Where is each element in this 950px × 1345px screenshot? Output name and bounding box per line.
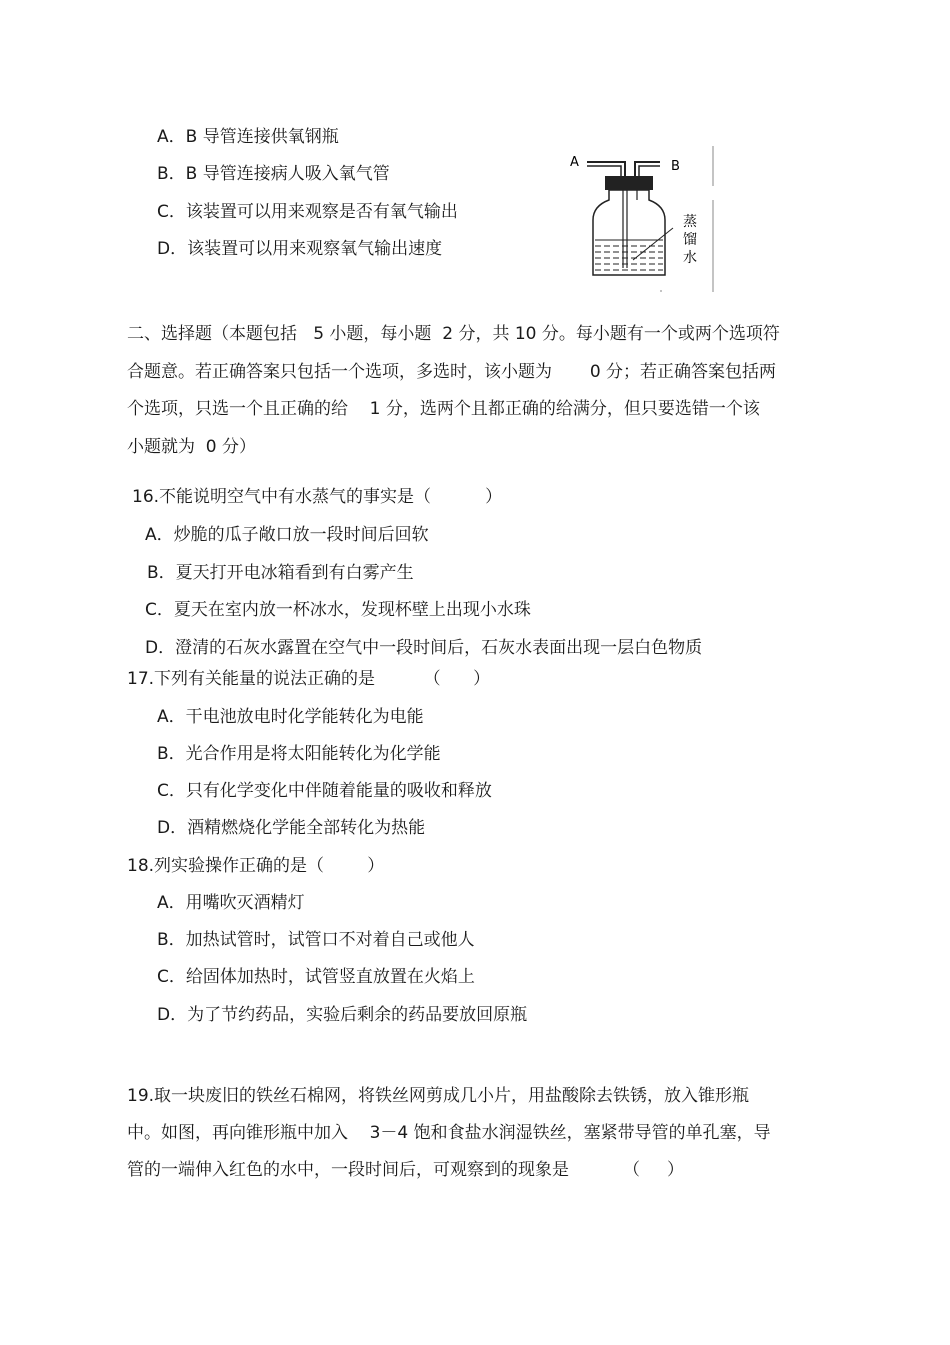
q18-option-b: B．加热试管时，试管口不对着自己或他人: [157, 930, 475, 950]
gas-bottle-diagram: [565, 140, 725, 300]
option-c: C．该装置可以用来观察是否有氧气输出: [157, 202, 458, 222]
q18-stem: 18.列实验操作正确的是（ ）: [127, 856, 385, 876]
water-label-1: 蒸: [683, 214, 697, 230]
section2-line-2: 合题意。若正确答案只包括一个选项，多选时，该小题为 0 分；若正确答案包括两: [127, 362, 777, 382]
option-a: A．B 导管连接供氧钢瓶: [157, 127, 339, 147]
q16-option-a: A．炒脆的瓜子敞口放一段时间后回软: [145, 525, 429, 545]
q17-stem: 17.下列有关能量的说法正确的是 （ ）: [127, 669, 491, 689]
q17-option-d: D．酒精燃烧化学能全部转化为热能: [157, 818, 426, 838]
option-b: B．B 导管连接病人吸入氧气管: [157, 164, 390, 184]
stopper: [605, 176, 653, 190]
q18-option-d: D．为了节约药品，实验后剩余的药品要放回原瓶: [157, 1005, 528, 1025]
section2-line-4: 小题就为 0 分）: [127, 437, 257, 457]
section2-line-3: 个选项，只选一个且正确的给 1 分，选两个且都正确的给满分，但只要选错一个该: [127, 399, 760, 419]
q18-option-a: A．用嘴吹灭酒精灯: [157, 893, 305, 913]
q17-option-a: A．干电池放电时化学能转化为电能: [157, 707, 424, 727]
water-label-3: 水: [683, 250, 697, 266]
q16-stem: 16.不能说明空气中有水蒸气的事实是（ ）: [132, 487, 503, 507]
q17-option-c: C．只有化学变化中伴随着能量的吸收和释放: [157, 781, 492, 801]
q16-option-c: C．夏天在室内放一杯冰水，发现杯壁上出现小水珠: [145, 600, 531, 620]
option-d: D．该装置可以用来观察氧气输出速度: [157, 239, 443, 259]
water-label-2: 馏: [683, 232, 697, 248]
q17-option-b: B．光合作用是将太阳能转化为化学能: [157, 744, 441, 764]
q18-option-c: C．给固体加热时，试管竖直放置在火焰上: [157, 967, 475, 987]
q19-line-1: 19.取一块废旧的铁丝石棉网，将铁丝网剪成几小片，用盐酸除去铁锈，放入锥形瓶: [127, 1086, 750, 1106]
q19-line-3: 管的一端伸入红色的水中，一段时间后，可观察到的现象是 （ ）: [127, 1160, 685, 1180]
section2-line-1: 二、选择题（本题包括 5 小题，每小题 2 分，共 10 分。每小题有一个或两个选项符: [127, 324, 780, 344]
q16-option-b: B．夏天打开电冰箱看到有白雾产生: [147, 563, 414, 583]
bottle: [593, 190, 665, 275]
q16-option-d: D．澄清的石灰水露置在空气中一段时间后，石灰水表面出现一层白色物质: [145, 638, 703, 658]
label-b: B: [671, 159, 680, 174]
label-a: A: [570, 155, 579, 170]
q19-line-2: 中。如图，再向锥形瓶中加入 3－4 饱和食盐水润湿铁丝，塞紧带导管的单孔塞，导: [127, 1123, 771, 1143]
